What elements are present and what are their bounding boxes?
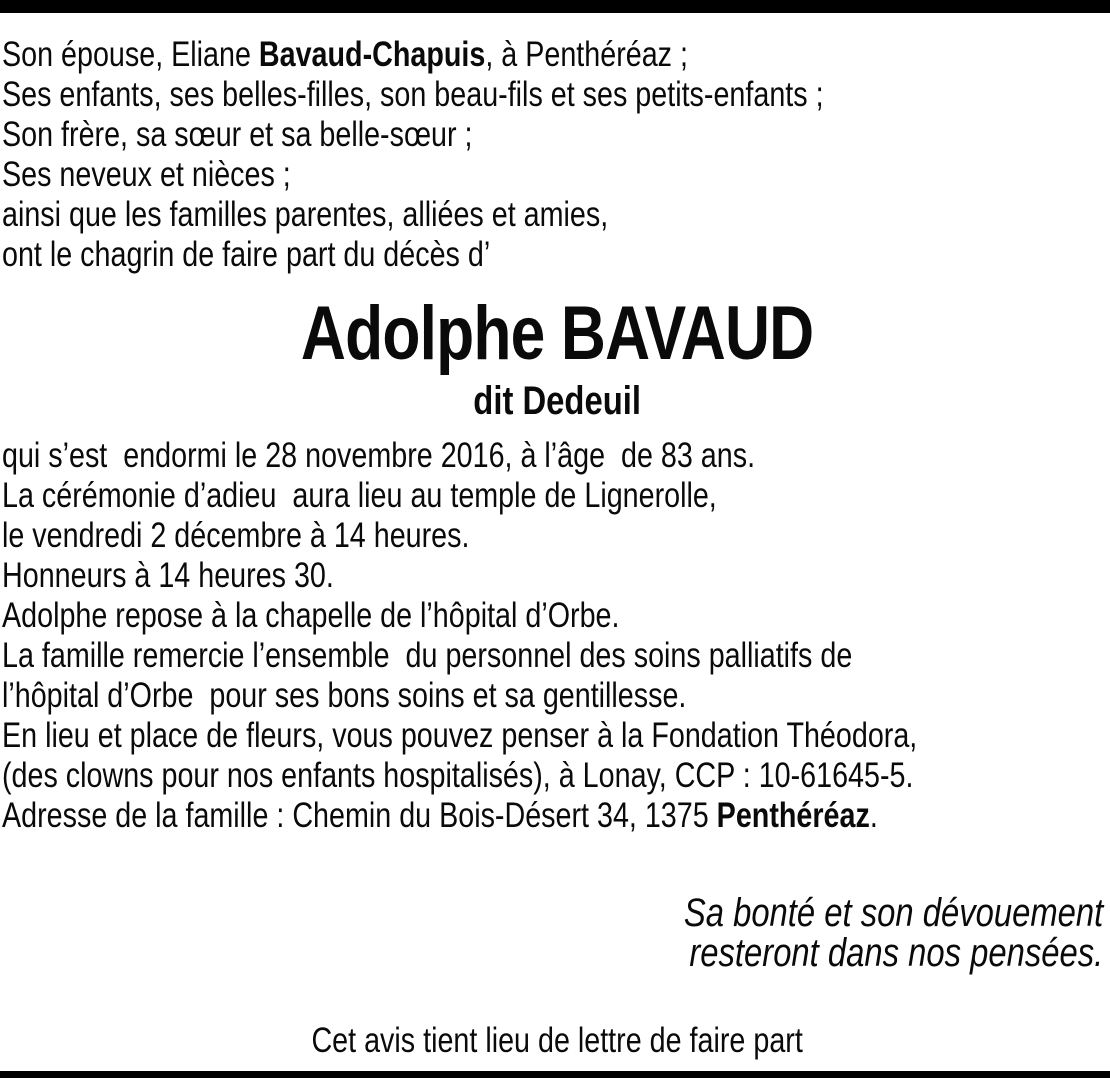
- epitaph-line: resteront dans nos pensées.: [689, 931, 1104, 975]
- notice-details: [2, 436, 1110, 836]
- family-line: ont le chagrin de faire part du décès d’: [2, 235, 491, 274]
- family-line: Son frère, sa sœur et sa belle-sœur ;: [2, 115, 473, 154]
- details-line: La famille remercie l’ensemble du personnel des soins palliatifs de: [2, 636, 853, 675]
- family-line: [2, 35, 1110, 75]
- details-line: l’hôpital d’Orbe pour ses bons soins et sa gentillesse.: [2, 676, 687, 715]
- family-line: Ses enfants, ses belles-filles, son beau-fils et ses petits-enfants ;: [2, 75, 824, 114]
- epitaph: [2, 893, 1110, 973]
- details-line: qui s’est endormi le 28 novembre 2016, à l’âge de 83 ans.: [2, 436, 756, 475]
- address-town: Penthéréaz: [716, 796, 870, 835]
- details-line: La cérémonie d’adieu aura lieu au temple de Lignerolle,: [2, 476, 717, 515]
- family-line1-surname: Bavaud-Chapuis: [258, 35, 486, 74]
- deceased-name: Adolphe BAVAUD: [300, 291, 814, 376]
- bottom-border-bar: [0, 1071, 1110, 1078]
- deceased-nickname: dit Dedeuil: [473, 379, 641, 423]
- details-line: [2, 796, 1110, 836]
- details-line: (des clowns pour nos enfants hospitalisés), à Lonay, CCP : 10-61645-5.: [2, 756, 914, 795]
- top-border-bar: [0, 0, 1110, 13]
- epitaph-line: Sa bonté et son dévouement: [683, 891, 1104, 935]
- family-announcement: [2, 35, 1110, 275]
- details-line: Honneurs à 14 heures 30.: [2, 556, 334, 595]
- family-line: Ses neveux et nièces ;: [2, 155, 291, 194]
- family-line1-pre: Son épouse, Eliane: [2, 35, 259, 74]
- family-line: ainsi que les familles parentes, alliées et amies,: [2, 195, 609, 234]
- details-line: Adolphe repose à la chapelle de l’hôpital d’Orbe.: [2, 596, 620, 635]
- footer-note: Cet avis tient lieu de lettre de faire part: [311, 1021, 803, 1060]
- family-line1-post: , à Penthéréaz ;: [485, 35, 688, 74]
- address-pre: Adresse de la famille : Chemin du Bois-Désert 34, 1375: [2, 796, 717, 835]
- details-line: le vendredi 2 décembre à 14 heures.: [2, 516, 470, 555]
- details-line: En lieu et place de fleurs, vous pouvez penser à la Fondation Théodora,: [2, 716, 918, 755]
- address-post: .: [869, 796, 878, 835]
